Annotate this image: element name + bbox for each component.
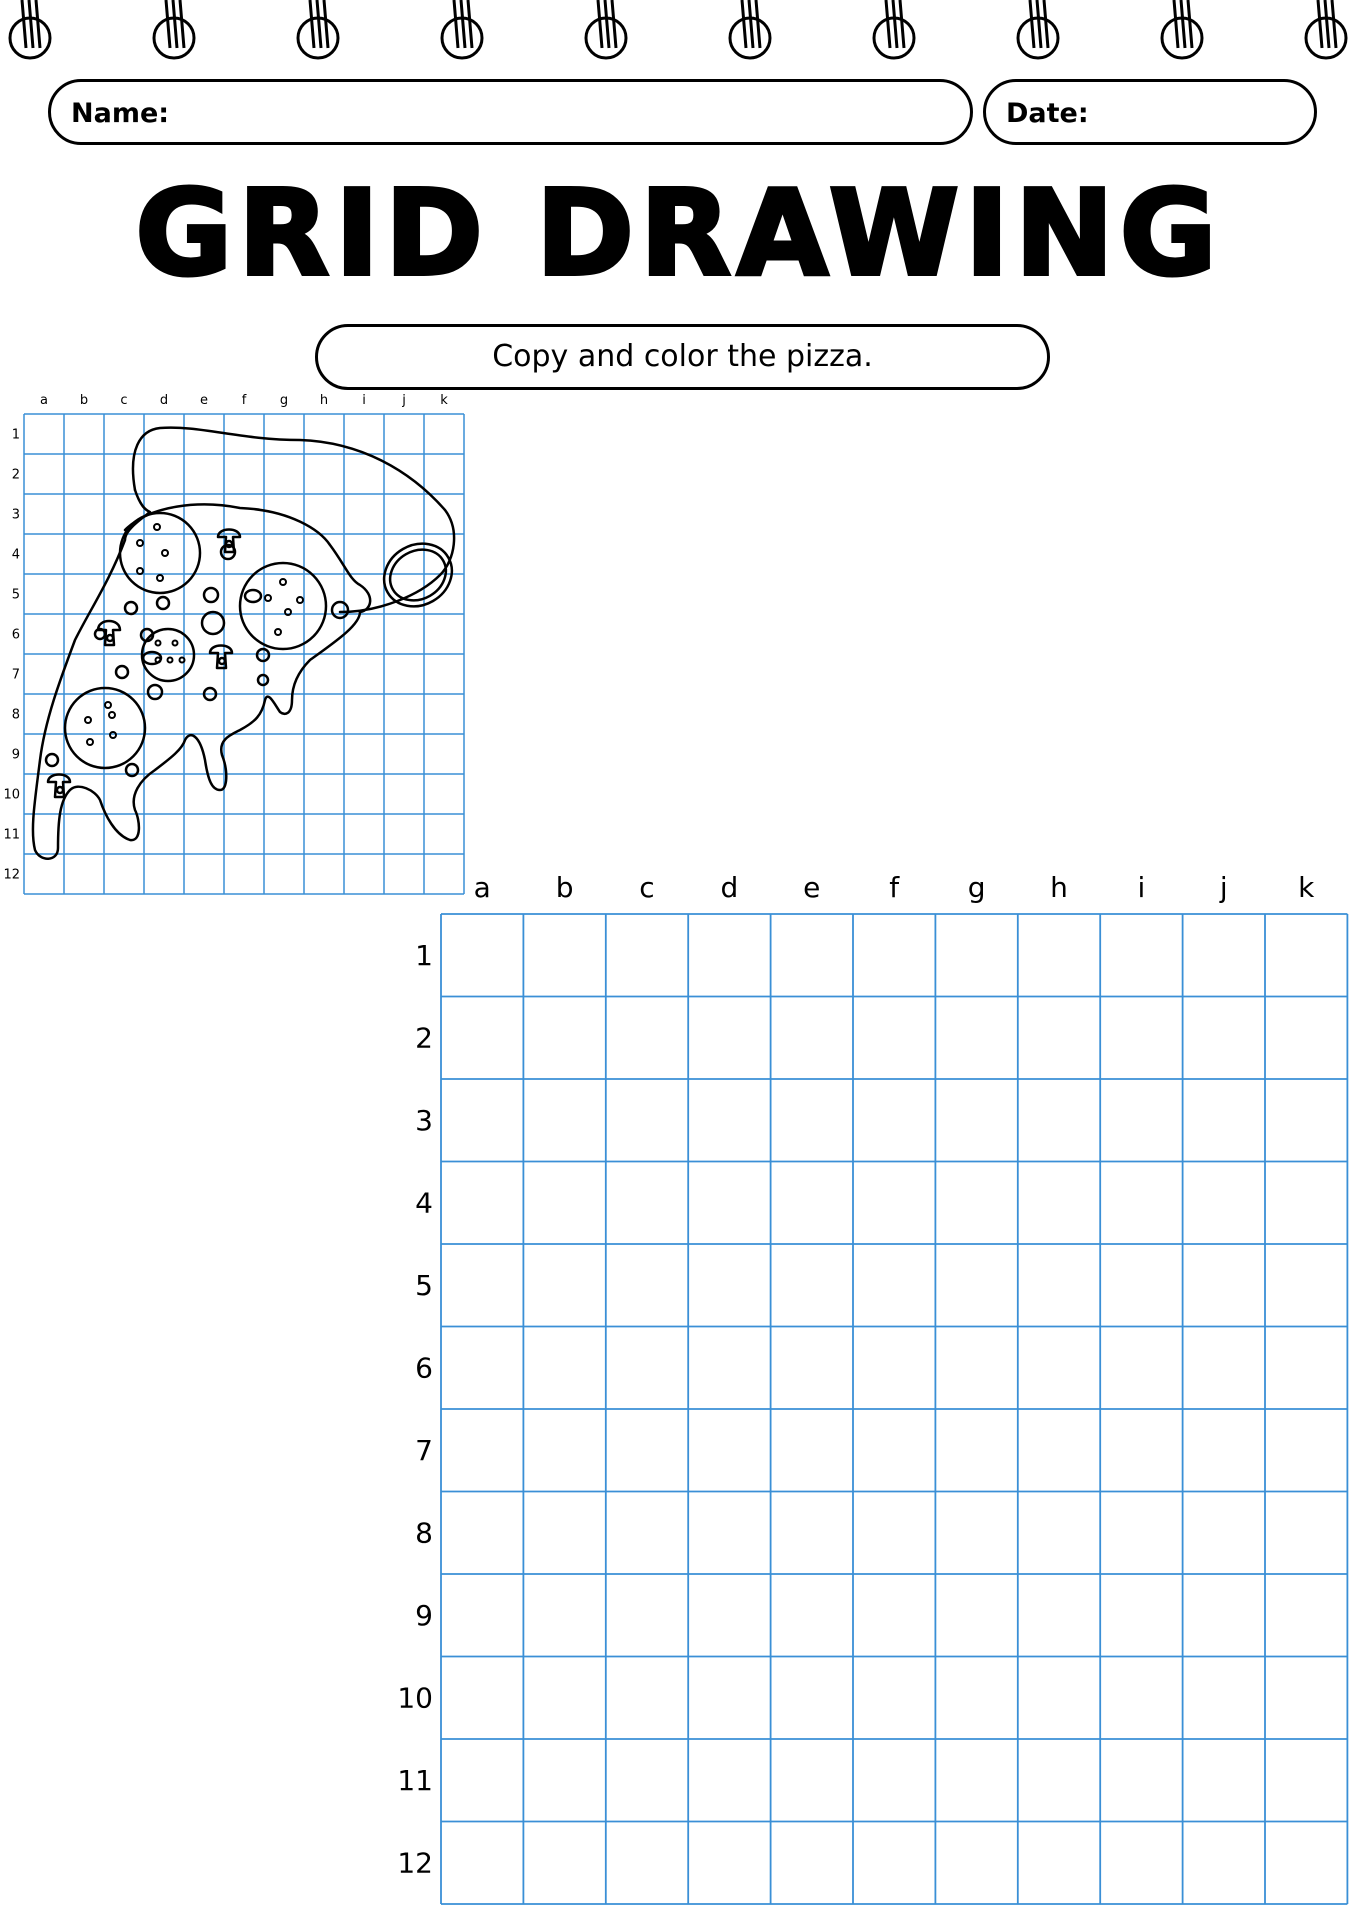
row-label: 4: [11, 547, 20, 563]
row-label: 1: [11, 427, 20, 443]
row-label: 11: [397, 1764, 433, 1798]
column-label: b: [79, 393, 89, 408]
row-label: 11: [3, 827, 20, 843]
row-label: 2: [415, 1021, 433, 1055]
column-label: b: [555, 871, 574, 904]
row-label: 5: [415, 1269, 433, 1303]
row-label: 10: [397, 1681, 433, 1715]
column-label: h: [319, 393, 329, 408]
row-label: 6: [11, 627, 20, 643]
column-label: g: [279, 393, 289, 408]
row-label: 7: [11, 667, 20, 683]
row-label: 12: [397, 1846, 433, 1880]
row-label: 4: [415, 1186, 433, 1220]
column-label: a: [473, 871, 491, 904]
column-label: j: [1219, 871, 1228, 904]
row-label: 10: [3, 787, 20, 803]
column-label: k: [440, 393, 448, 408]
row-label: 9: [415, 1599, 433, 1633]
column-label: e: [803, 871, 821, 904]
column-label: c: [639, 871, 655, 904]
column-label: f: [889, 871, 900, 904]
row-label: 8: [11, 707, 20, 723]
row-label: 1: [415, 939, 433, 973]
column-label: g: [967, 871, 986, 904]
column-label: i: [362, 393, 366, 408]
column-label: f: [241, 393, 247, 408]
name-label: Name:: [71, 98, 170, 129]
column-label: j: [402, 393, 406, 408]
row-label: 8: [415, 1516, 433, 1550]
column-label: k: [1298, 871, 1315, 904]
column-label: d: [720, 871, 739, 904]
row-label: 9: [11, 747, 20, 763]
column-label: c: [120, 393, 128, 408]
row-label: 12: [3, 867, 20, 883]
date-label: Date:: [1006, 98, 1089, 129]
mushroom-icon: [98, 621, 120, 645]
drawing-grid: [397, 871, 1347, 1904]
column-label: d: [159, 393, 169, 408]
row-label: 5: [11, 587, 20, 603]
column-label: h: [1050, 871, 1068, 904]
instruction-box: Copy and color the pizza.: [315, 324, 1050, 390]
row-label: 3: [11, 507, 20, 523]
row-label: 7: [415, 1434, 433, 1468]
column-label: a: [40, 393, 48, 408]
row-label: 3: [415, 1104, 433, 1138]
mushroom-icon: [210, 646, 232, 669]
page-title: GRID DRAWING: [135, 164, 1223, 302]
column-label: e: [200, 393, 208, 408]
pizza-slice-drawing: [33, 428, 463, 859]
row-label: 6: [415, 1351, 433, 1385]
column-label: i: [1137, 871, 1146, 904]
row-label: 2: [11, 467, 20, 483]
